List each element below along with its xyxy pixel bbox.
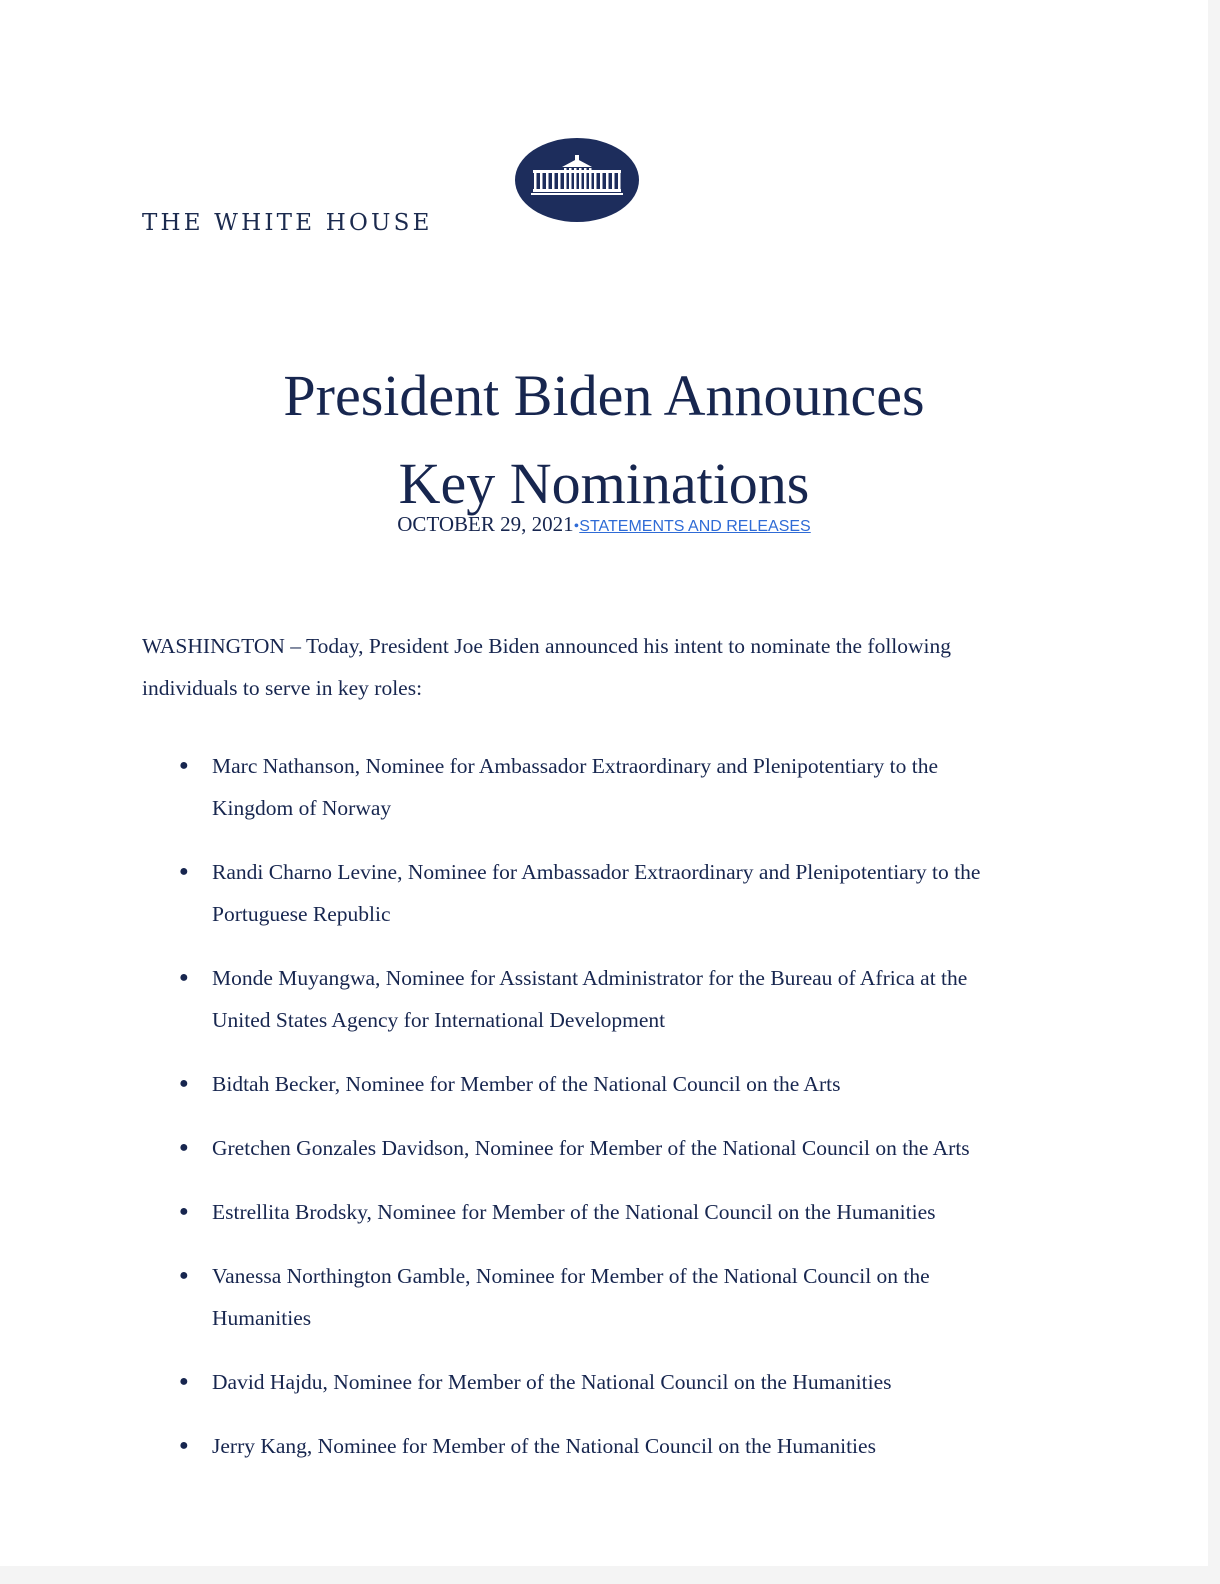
nominee-line-1: Monde Muyangwa, Nominee for Assistant Administrator for the Bureau of Africa at the [212, 966, 968, 990]
nominee-list [179, 745, 1092, 1489]
nominee-line-1: Marc Nathanson, Nominee for Ambassador Extraordinary and Plenipotentiary to the [212, 754, 939, 778]
nominee-line-1: Randi Charno Levine, Nominee for Ambassador Extraordinary and Plenipotentiary to the [212, 860, 981, 884]
nominee-item [179, 1191, 1092, 1233]
masthead: THE WHITE HOUSE [142, 210, 433, 236]
bullet-icon: ● [179, 1267, 189, 1284]
nominee-item [179, 1127, 1092, 1169]
nominee-line-1: David Hajdu, Nominee for Member of the National Council on the Humanities [212, 1370, 892, 1394]
nominee-item [179, 957, 1092, 1041]
bullet-icon: ● [179, 969, 189, 986]
white-house-seal-icon [514, 137, 640, 223]
nominee-line-2: Kingdom of Norway [212, 796, 392, 820]
page-title [100, 352, 1108, 528]
nominee-line-2: Portuguese Republic [212, 902, 391, 926]
bullet-icon: ● [179, 1373, 189, 1390]
bullet-icon: ● [179, 1075, 189, 1092]
article-meta [100, 512, 1108, 537]
intro-paragraph [142, 625, 1072, 709]
nominee-line-1: Gretchen Gonzales Davidson, Nominee for Member of the National Council on the Arts [212, 1136, 970, 1160]
nominee-line-2: United States Agency for International Development [212, 1008, 666, 1032]
meta-separator: • [573, 518, 580, 535]
nominee-line-1: Estrellita Brodsky, Nominee for Member of the National Council on the Humanities [212, 1200, 936, 1224]
publish-date: OCTOBER 29, 2021 [397, 512, 574, 536]
nominee-item [179, 1361, 1092, 1403]
category-link[interactable]: STATEMENTS AND RELEASES [579, 518, 811, 535]
nominee-line-2: Humanities [212, 1306, 312, 1330]
nominee-line-1: Vanessa Northington Gamble, Nominee for Member of the National Council on the [212, 1264, 930, 1288]
nominee-item [179, 851, 1092, 935]
intro-line-1: WASHINGTON – Today, President Joe Biden announced his intent to nominate the following [142, 634, 952, 658]
title-line-1: President Biden Announces [283, 363, 925, 428]
bullet-icon: ● [179, 757, 189, 774]
nominee-item [179, 1255, 1092, 1339]
nominee-line-1: Jerry Kang, Nominee for Member of the National Council on the Humanities [212, 1434, 876, 1458]
bullet-icon: ● [179, 1203, 189, 1220]
nominee-line-1: Bidtah Becker, Nominee for Member of the National Council on the Arts [212, 1072, 841, 1096]
intro-line-2: individuals to serve in key roles: [142, 676, 423, 700]
bullet-icon: ● [179, 863, 189, 880]
title-line-2: Key Nominations [398, 451, 810, 516]
nominee-item [179, 1063, 1092, 1105]
bullet-icon: ● [179, 1437, 189, 1454]
nominee-item [179, 745, 1092, 829]
nominee-item [179, 1425, 1092, 1467]
bullet-icon: ● [179, 1139, 189, 1156]
